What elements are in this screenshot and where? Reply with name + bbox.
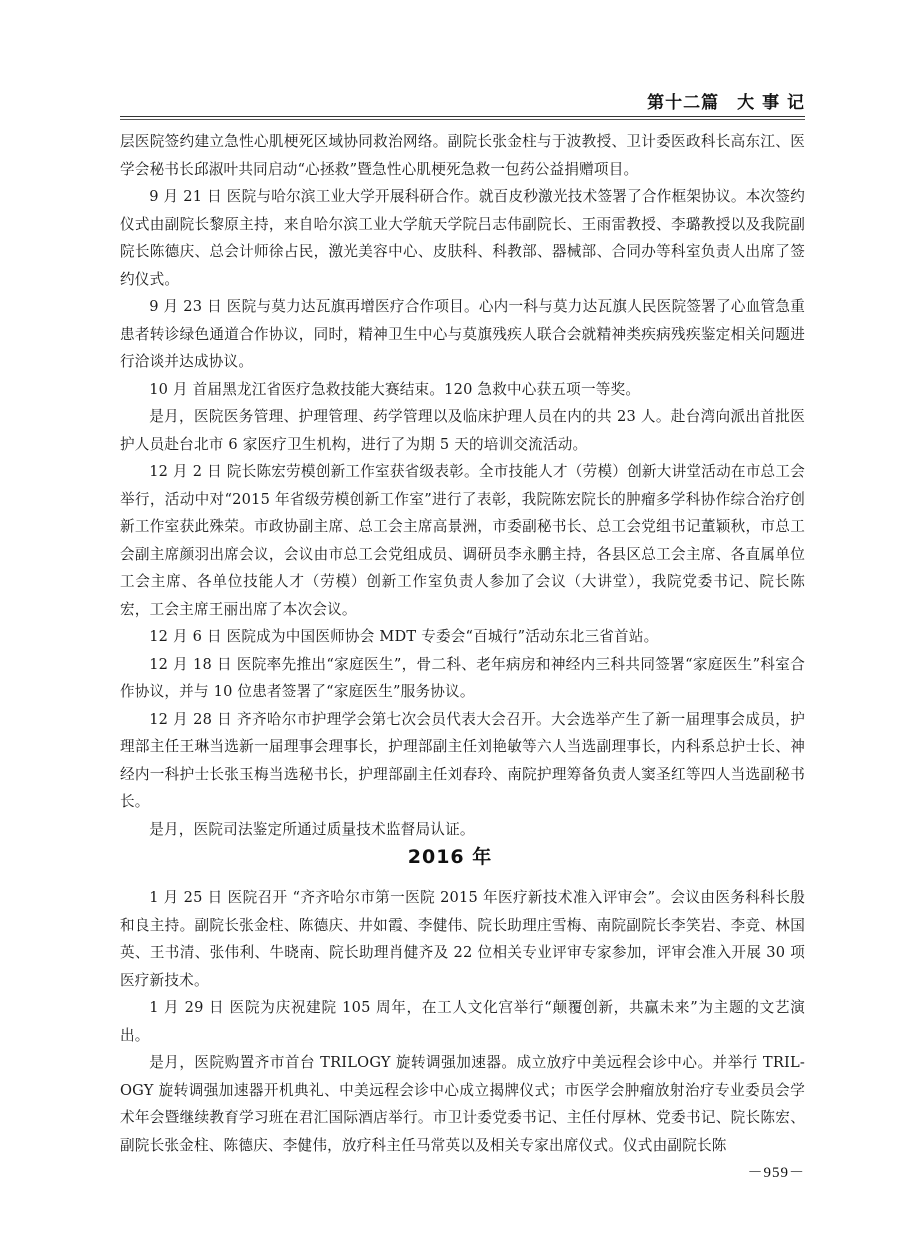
- paragraph: 层医院签约建立急性心肌梗死区域协同救治网络。副院长张金柱与于波教授、卫计委医政科长高东江、医学会秘书长邱淑叶共同启动“心拯救”暨急性心肌梗死急救一包药公益捐赠项目。: [120, 133, 805, 178]
- paragraph: 12 月 18 日 医院率先推出“家庭医生”，骨二科、老年病房和神经内三科共同签署“家庭医生”科室合作协议，并与 10 位患者签署了“家庭医生”服务协议。: [120, 655, 805, 700]
- paragraph: 1 月 25 日 医院召开 “齐齐哈尔市第一医院 2015 年医疗新技术准入评审会”。会议由医务科科长殷和良主持。副院长张金柱、陈德庆、井如霞、李健伟、院长助理庄雪梅、南院副院长李笑岩、李竞、林国英、王书清、张伟利、牛晓南、院长助理肖健齐及 22 位相关专业评审专家参加，评审会准入开展 30 项医疗新技术。: [120, 889, 805, 989]
- section-2015-continued: [120, 128, 805, 843]
- paragraph: 12 月 28 日 齐齐哈尔市护理学会第七次会员代表大会召开。大会选举产生了新一届理事会成员，护理部主任王琳当选新一届理事会理事长，护理部副主任刘艳敏等六人当选副理事长，内科系总护士长、神经内一科护士长张玉梅当选秘书长，护理部副主任刘春玲、南院护理筹备负责人窦圣红等四人当选副秘书长。: [120, 710, 805, 810]
- paragraph: 9 月 21 日 医院与哈尔滨工业大学开展科研合作。就百皮秒激光技术签署了合作框架协议。本次签约仪式由副院长黎原主持，来自哈尔滨工业大学航天学院吕志伟副院长、王雨雷教授、李璐教授以及我院副院长陈德庆、总会计师徐占民，激光美容中心、皮肤科、科教部、器械部、合同办等科室负责人出席了签约仪式。: [120, 188, 805, 288]
- page-header: [120, 88, 805, 116]
- year-heading: 2016 年: [407, 846, 493, 868]
- paragraph: 10 月 首届黑龙江省医疗急救技能大赛结束。120 急救中心获五项一等奖。: [149, 380, 641, 398]
- chapter-title: 第十二篇 大 事 记: [647, 93, 805, 113]
- paragraph: 是月，医院购置齐市首台 TRILOGY 旋转调强加速器。成立放疗中美远程会诊中心。并举行 TRIL-OGY 旋转调强加速器开机典礼、中美远程会诊中心成立揭牌仪式；市医学会肿瘤放射治疗专业委员会学术年会暨继续教育学习班在君汇国际酒店举行。市卫计委党委书记、主任付厚林、党委书记、院长陈宏、副院长张金柱、陈德庆、李健伟，放疗科主任马常英以及相关专家出席仪式。仪式由副院长陈: [120, 1054, 805, 1154]
- paragraph: 1 月 29 日 医院为庆祝建院 105 周年，在工人文化宫举行“颠覆创新，共赢未来”为主题的文艺演出。: [120, 999, 805, 1044]
- paragraph: 9 月 23 日 医院与莫力达瓦旗再增医疗合作项目。心内一科与莫力达瓦旗人民医院签署了心血管急重患者转诊绿色通道合作协议，同时，精神卫生中心与莫旗残疾人联合会就精神类疾病残疾鉴定相关问题进行洽谈并达成协议。: [120, 298, 805, 370]
- header-rule: [120, 116, 805, 117]
- paragraph: 12 月 6 日 医院成为中国医师协会 MDT 专委会“百城行”活动东北三省首站。: [149, 628, 659, 645]
- header-rule-thin: [120, 119, 805, 120]
- paragraph: 是月，医院司法鉴定所通过质量技术监督局认证。: [149, 820, 475, 838]
- page-number: －959－: [747, 1165, 805, 1181]
- paragraph: 12 月 2 日 院长陈宏劳模创新工作室获省级表彰。全市技能人才（劳模）创新大讲堂活动在市总工会举行，活动中对“2015 年省级劳模创新工作室”进行了表彰，我院陈宏院长的肿瘤多学科协作综合治疗创新工作室获此殊荣。市政协副主席、总工会主席高景洲，市委副秘书长、总工会党组书记董颖秋，市总工会副主席颜羽出席会议，会议由市总工会党组成员、调研员李永鹏主持，各县区总工会主席、各直属单位工会主席、各单位技能人才（劳模）创新工作室负责人参加了会议（大讲堂），我院党委书记、院长陈宏，工会主席王丽出席了本次会议。: [120, 463, 805, 618]
- section-2016: [120, 884, 805, 1159]
- paragraph: 是月，医院医务管理、护理管理、药学管理以及临床护理人员在内的共 23 人。赴台湾向派出首批医护人员赴台北市 6 家医疗卫生机构，进行了为期 5 天的培训交流活动。: [120, 408, 805, 453]
